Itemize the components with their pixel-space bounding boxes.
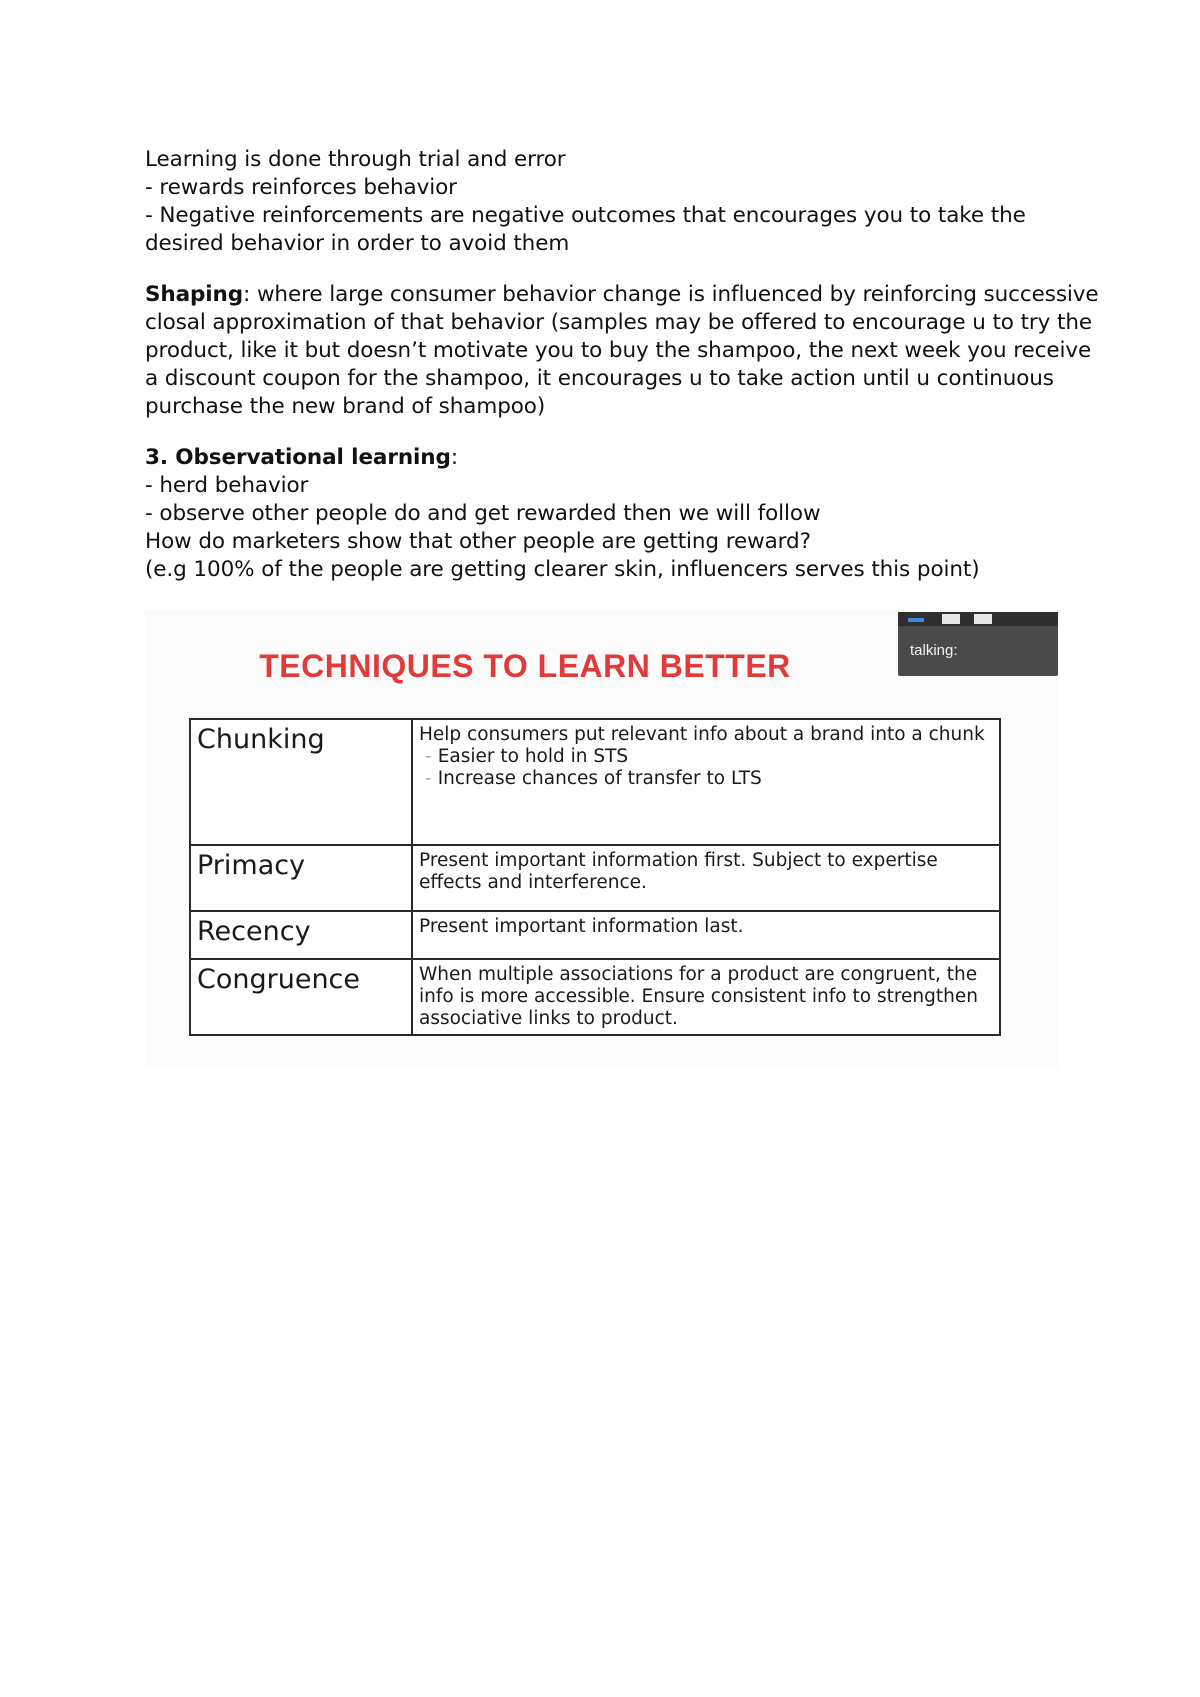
paragraph-line: (e.g 100% of the people are getting clearer skin, influencers serves this point) <box>145 557 980 582</box>
table-row <box>190 845 1000 911</box>
technique-term: Congruence <box>190 959 412 1035</box>
sub-item-text: Easier to hold in STS <box>437 746 629 767</box>
table-row <box>190 911 1000 959</box>
bullet-line: - rewards reinforces behavior <box>145 175 457 200</box>
talking-label: talking: <box>910 642 958 659</box>
bullet-line: - herd behavior <box>145 473 309 498</box>
shaping-section <box>145 281 1105 421</box>
technique-description: Present important information first. Subject to expertise effects and interference. <box>412 845 1000 911</box>
shaping-text: : where large consumer behavior change is influenced by reinforcing successive closal approximation of that behavior (samples may be offered to encourage u to try the product, like it but doesn’t motivate you to buy the shampoo, the next week you receive a discount coupon for the shampoo, it encourages u to take action until u continuous purchase the new brand of shampoo) <box>145 282 1099 419</box>
technique-description: Present important information last. <box>412 911 1000 959</box>
sub-item-text: Increase chances of transfer to LTS <box>437 768 762 789</box>
bullet-line: - observe other people do and get rewarded then we will follow <box>145 501 821 526</box>
description-text: Help consumers put relevant info about a brand into a chunk <box>419 724 985 745</box>
heading-text: 3. Observational learning <box>145 445 451 470</box>
technique-term: Chunking <box>190 719 412 845</box>
shaping-term: Shaping <box>145 282 244 307</box>
slide-screenshot <box>145 610 1058 1068</box>
paragraph-line: How do marketers show that other people are getting reward? <box>145 529 811 554</box>
sub-item <box>419 768 993 790</box>
slide-title: TECHNIQUES TO LEARN BETTER <box>259 648 791 684</box>
shaping-paragraph <box>145 281 1105 421</box>
technique-term: Primacy <box>190 845 412 911</box>
overlay-tab-icon <box>974 614 992 624</box>
sub-item <box>419 746 993 768</box>
technique-description: When multiple associations for a product are congruent, the info is more accessible. Ensure consistent info to strengthen associative links to product. <box>412 959 1000 1035</box>
technique-description <box>412 719 1000 845</box>
heading-suffix: : <box>450 445 458 470</box>
overlay-active-indicator <box>908 618 924 622</box>
bullet-line: - Negative reinforcements are negative outcomes that encourages you to take the desired behavior in order to avoid them <box>145 203 1026 256</box>
trial-and-error-section <box>145 146 1105 258</box>
dash-marker: - <box>425 746 432 767</box>
technique-term: Recency <box>190 911 412 959</box>
overlay-tab-icon <box>942 614 960 624</box>
dash-marker: - <box>425 768 432 789</box>
observational-learning-section <box>145 444 1105 584</box>
techniques-table <box>189 718 1001 1036</box>
paragraph-line: Learning is done through trial and error <box>145 147 566 172</box>
table-row <box>190 959 1000 1035</box>
video-call-overlay <box>898 612 1058 676</box>
table-row <box>190 719 1000 845</box>
section-heading <box>145 444 1105 472</box>
